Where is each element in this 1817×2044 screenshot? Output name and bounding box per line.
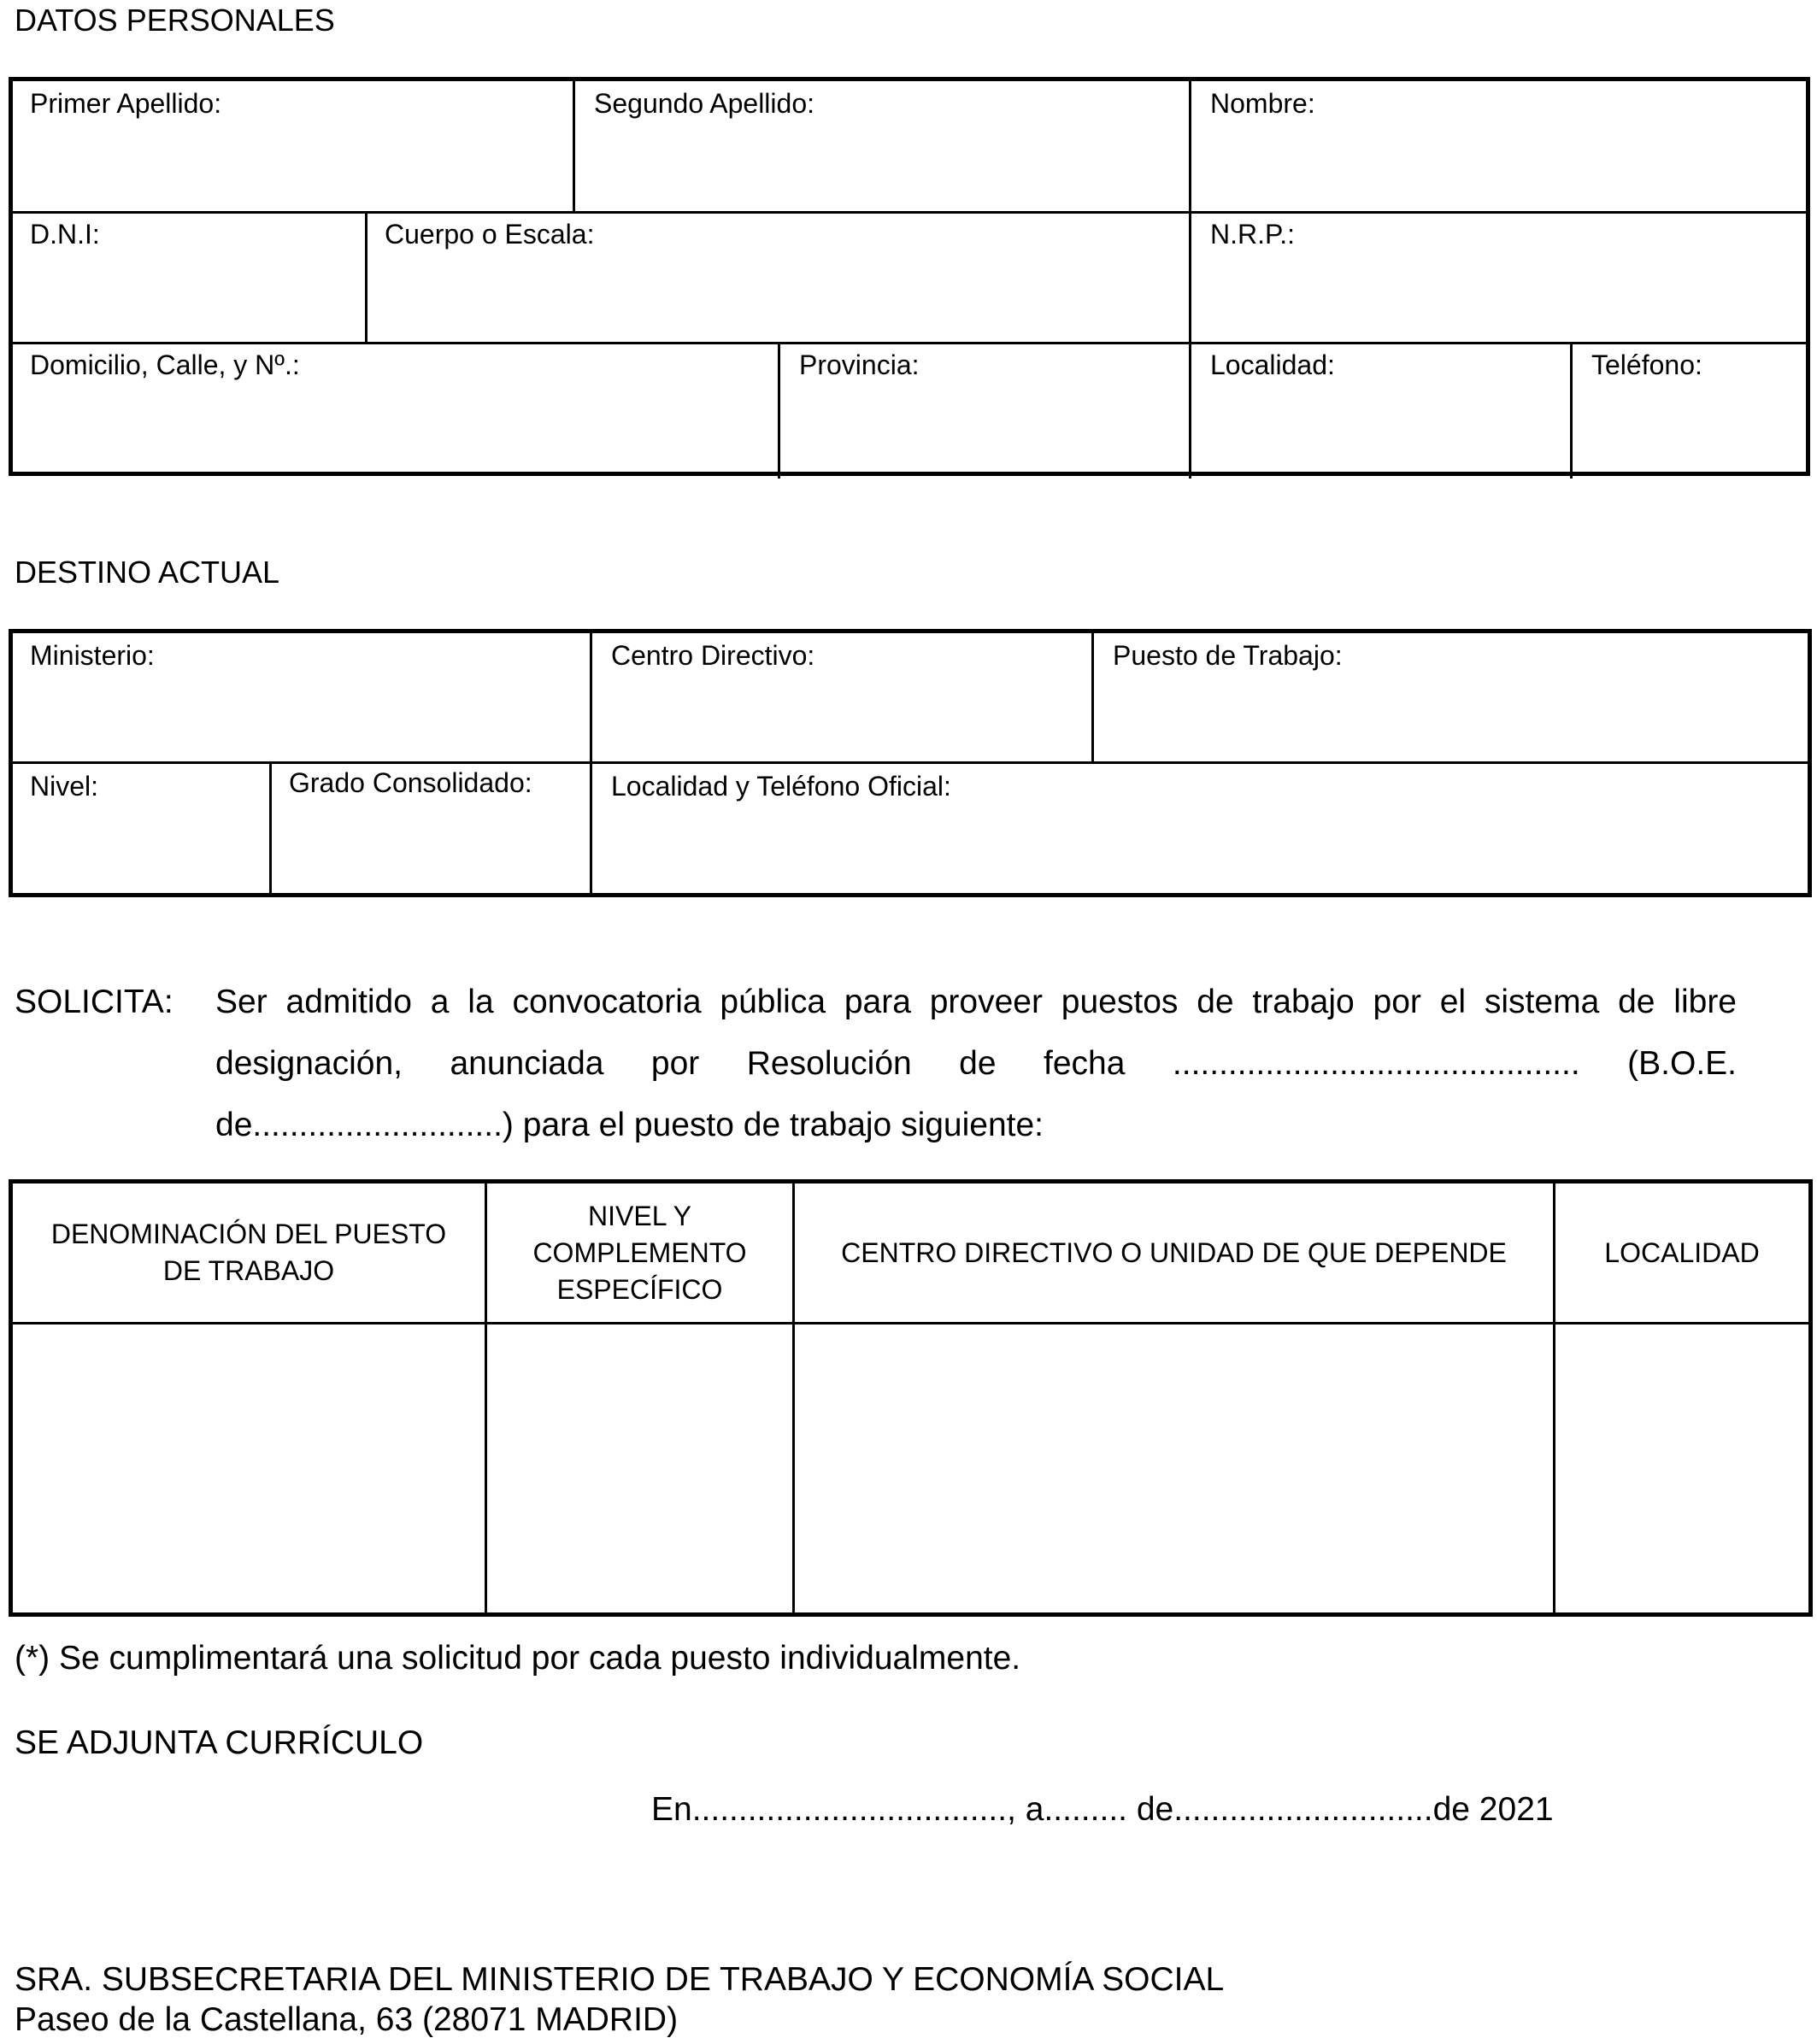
nombre-field[interactable] — [1191, 81, 1807, 211]
ministerio-field[interactable] — [13, 633, 590, 761]
provincia-label: Provincia: — [799, 349, 920, 380]
dni-label: D.N.I: — [30, 219, 100, 250]
nivel-complemento-input-cell[interactable] — [487, 1324, 792, 1612]
dni-field[interactable] — [13, 214, 365, 342]
localidad-label: Localidad: — [1210, 349, 1335, 380]
localidad-field[interactable] — [1191, 344, 1570, 479]
destination-heading: DESTINO ACTUAL — [15, 555, 280, 590]
ministerio-label: Ministerio: — [30, 640, 155, 671]
destination-table — [9, 629, 1812, 897]
telefono-field[interactable] — [1573, 344, 1807, 479]
domicilio-field[interactable] — [13, 344, 778, 479]
header-localidad: LOCALIDAD — [1604, 1236, 1760, 1268]
provincia-field[interactable] — [780, 344, 1189, 479]
nrp-label: N.R.P.: — [1210, 219, 1295, 250]
nivel-label: Nivel: — [30, 771, 99, 802]
localidad-telefono-oficial-label: Localidad y Teléfono Oficial: — [611, 771, 951, 802]
cuerpo-escala-label: Cuerpo o Escala: — [385, 219, 595, 250]
personal-data-heading: DATOS PERSONALES — [15, 3, 335, 38]
domicilio-label: Domicilio, Calle, y Nº.: — [30, 349, 300, 380]
segundo-apellido-label: Segundo Apellido: — [594, 88, 814, 119]
grado-consolidado-field[interactable] — [272, 764, 590, 893]
solicita-text: Ser admitido a la convocatoria pública para proveer puestos de trabajo por el sistema de libre designación, anunciada por Resolución de fecha ............................................ (B.O.E. de...........................) para el puesto de trabajo siguiente: — [215, 984, 1737, 1143]
solicita-label: SOLICITA: — [15, 984, 173, 1020]
centro-directivo-field[interactable] — [592, 633, 1091, 761]
date-place-line: En.................................., a......... de............................de 2021 — [651, 1791, 1554, 1828]
addressee: SRA. SUBSECRETARIA DEL MINISTERIO DE TRABAJO Y ECONOMÍA SOCIAL — [15, 1961, 1225, 1998]
puesto-trabajo-label: Puesto de Trabajo: — [1113, 640, 1343, 671]
telefono-label: Teléfono: — [1591, 349, 1702, 380]
puesto-trabajo-field[interactable] — [1094, 633, 1808, 761]
attach-cv-label: SE ADJUNTA CURRÍCULO — [15, 1724, 424, 1761]
cuerpo-escala-field[interactable] — [368, 214, 1189, 342]
header-nivel-complemento: NIVEL Y COMPLEMENTO ESPECÍFICO — [532, 1200, 747, 1305]
primer-apellido-field[interactable] — [13, 81, 573, 211]
primer-apellido-label: Primer Apellido: — [30, 88, 222, 119]
segundo-apellido-field[interactable] — [575, 81, 1189, 211]
header-centro-directivo: CENTRO DIRECTIVO O UNIDAD DE QUE DEPENDE — [841, 1236, 1507, 1268]
nrp-field[interactable] — [1191, 214, 1807, 342]
job-table — [9, 1179, 1813, 1617]
header-denominacion: DENOMINACIÓN DEL PUESTO DE TRABAJO — [50, 1219, 447, 1286]
footnote: (*) Se cumplimentará una solicitud por cada puesto individualmente. — [15, 1640, 1021, 1677]
nombre-label: Nombre: — [1210, 88, 1315, 119]
localidad-telefono-oficial-field[interactable] — [592, 764, 1808, 893]
address: Paseo de la Castellana, 63 (28071 MADRID) — [15, 2001, 679, 2038]
nivel-field[interactable] — [13, 764, 269, 893]
personal-data-table — [9, 77, 1810, 476]
grado-consolidado-label: Grado Consolidado: — [289, 767, 532, 798]
centro-directivo-input-cell[interactable] — [795, 1324, 1553, 1612]
denominacion-input-cell[interactable] — [13, 1324, 485, 1612]
localidad-input-cell[interactable] — [1555, 1324, 1808, 1612]
centro-directivo-label: Centro Directivo: — [611, 640, 815, 671]
